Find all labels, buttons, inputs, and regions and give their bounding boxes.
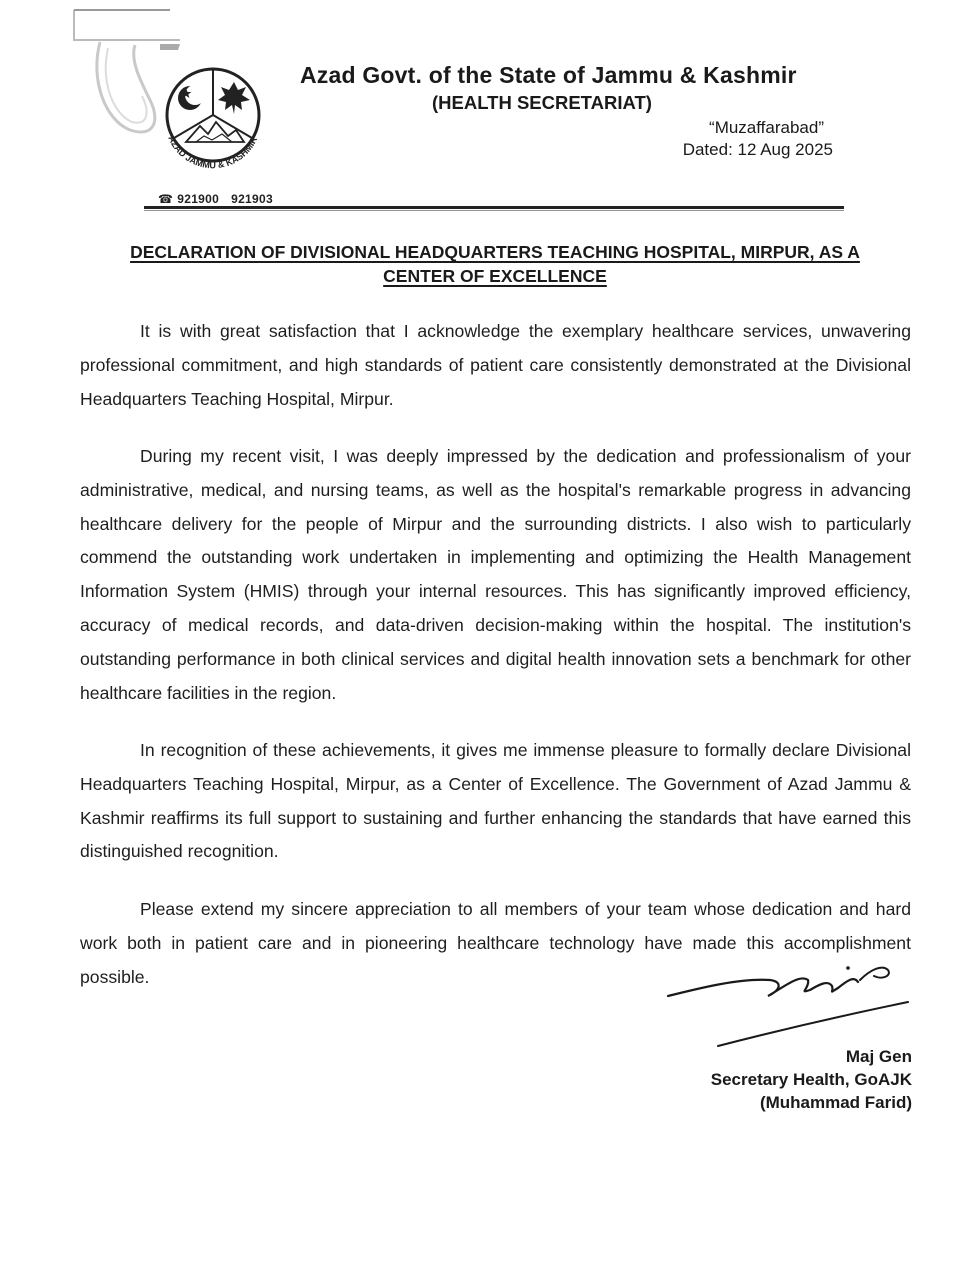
handwritten-signature xyxy=(660,940,920,1050)
signatory-designation: Secretary Health, GoAJK xyxy=(710,1070,912,1089)
emblem-seal xyxy=(152,60,274,182)
body-paragraph-1: It is with great satisfaction that I acknowledge the exemplary healthcare services, unwavering professional commitment, and high standards of patient care consistently demonstrated at the Divisional Headquarters Teaching Hospital, Mirpur. xyxy=(80,321,911,409)
signatory-block xyxy=(711,1045,912,1114)
signatory-rank: Maj Gen xyxy=(845,1047,912,1066)
header-rule-thin xyxy=(144,210,844,211)
body-paragraph-3: In recognition of these achievements, it gives me immense pleasure to formally declare Divisional Headquarters Teaching Hospital, Mirpur, as a Center of Excellence. The Government of Azad Jammu & Kashmir reaffirms its full support to sustaining and further enhancing the standards that have earned this distinguished recognition. xyxy=(80,740,911,862)
body-paragraph-4: Please extend my sincere appreciation to all members of your team whose dedication and hard work both in patient care and in pioneering healthcare technology have made this accomplishment possible. xyxy=(80,899,911,987)
subject-line-2: CENTER OF EXCELLENCE xyxy=(383,266,607,286)
phone-numbers xyxy=(158,192,273,206)
emblem-text: AZAD JAMMU & KASHMIR xyxy=(166,134,260,171)
subject-line-1: DECLARATION OF DIVISIONAL HEADQUARTERS TEACHING HOSPITAL, MIRPUR, AS A xyxy=(130,242,860,262)
phone-number-1: 921900 xyxy=(177,192,220,206)
telephone-icon: ☎ xyxy=(158,192,174,206)
phone-number-2: 921903 xyxy=(231,192,273,206)
header-rule xyxy=(144,206,844,209)
subject-heading xyxy=(80,240,910,288)
city: “Muzaffarabad” xyxy=(709,118,824,137)
signatory-name: (Muhammad Farid) xyxy=(759,1093,912,1112)
government-title: Azad Govt. of the State of Jammu & Kashmir xyxy=(300,62,797,88)
letter-date: Dated: 12 Aug 2025 xyxy=(682,140,833,159)
body-paragraph-2: During my recent visit, I was deeply impressed by the dedication and professionalism of your administrative, medical, and nursing teams, as well as the hospital's remarkable progress in advancing healthcare delivery for the people of Mirpur and the surrounding districts. I also wish to particularly commend the outstanding work undertaken in implementing and optimizing the Health Management Information System (HMIS) through your internal resources. This has significantly improved efficiency, accuracy of medical records, and data-driven decision-making within the hospital. The institution's outstanding performance in both clinical services and digital health innovation sets a benchmark for other healthcare facilities in the region. xyxy=(80,446,911,703)
department-subtitle: (HEALTH SECRETARIAT) xyxy=(432,92,652,113)
